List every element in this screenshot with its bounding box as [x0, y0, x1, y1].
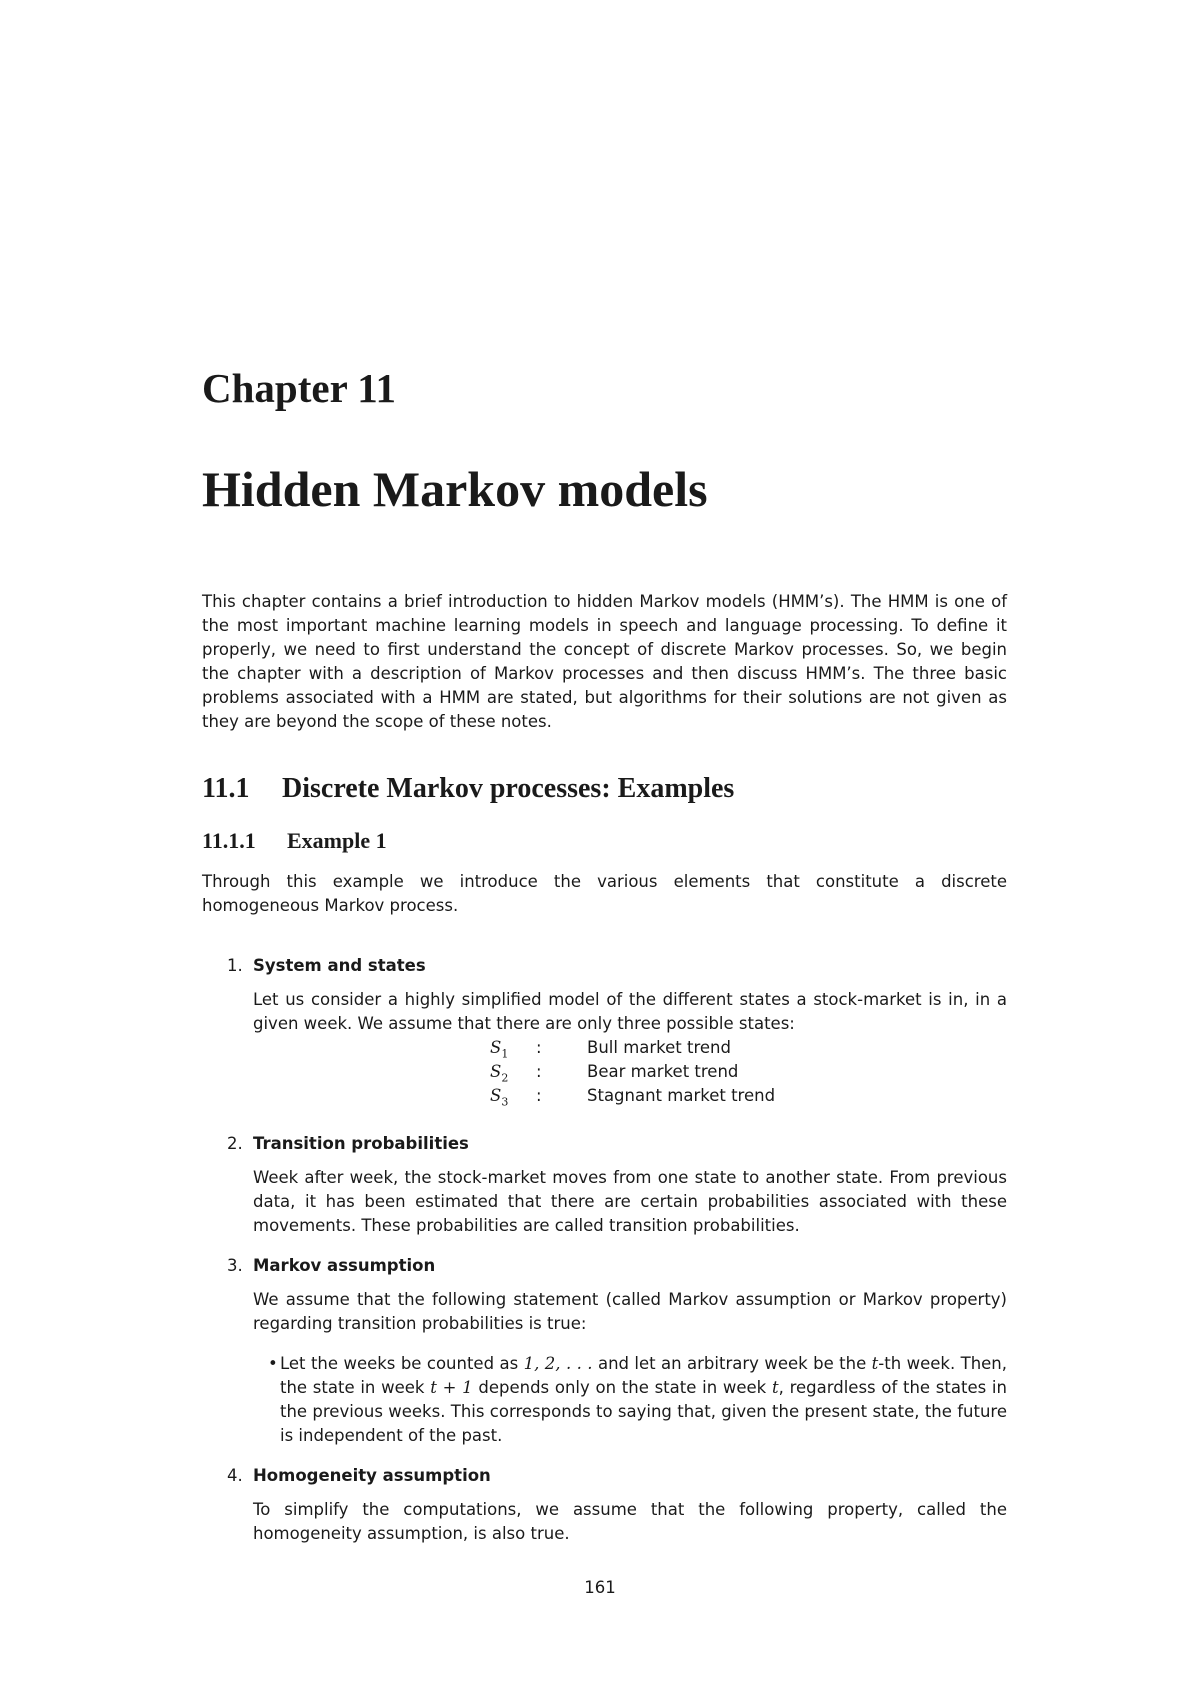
state-colon: :: [536, 1086, 542, 1105]
state-symbol: $S_2$: [490, 1062, 509, 1085]
list-item-number: 2.: [227, 1134, 243, 1153]
page-number: 161: [584, 1578, 616, 1597]
state-row: [490, 1084, 890, 1108]
state-symbol: $S_1$: [490, 1038, 509, 1061]
state-colon: :: [536, 1062, 542, 1081]
chapter-label: Chapter 11: [202, 365, 397, 411]
example-intro-block: [202, 870, 1007, 918]
state-description: Bull market trend: [587, 1038, 731, 1057]
state-row: [490, 1060, 890, 1084]
state-symbol: $S_3$: [490, 1086, 509, 1109]
intro-paragraph-block: [202, 590, 1007, 734]
subsection-heading: [202, 828, 387, 854]
section-heading: [202, 773, 734, 805]
list-item-title: Transition probabilities: [253, 1134, 469, 1153]
list-item-title: Markov assumption: [253, 1256, 436, 1275]
list-item-paragraph: Let us consider a highly simplified model of the different states a stock-market is in, in a given week. We assume that there are only three possible states:: [253, 990, 1007, 1033]
list-item-paragraph: To simplify the computations, we assume that the following property, called the homogeneity assumption, is also true.: [253, 1500, 1007, 1543]
list-item-number: 3.: [227, 1256, 243, 1275]
list-item-number: 1.: [227, 956, 243, 975]
bullet-dot: •: [268, 1354, 278, 1373]
list-item-number: 4.: [227, 1466, 243, 1485]
state-description: Stagnant market trend: [587, 1086, 776, 1105]
list-item-body: [253, 1288, 1007, 1336]
section-title: Discrete Markov processes: Examples: [282, 773, 735, 804]
state-row: [490, 1036, 890, 1060]
list-item-paragraph: We assume that the following statement (called Markov assumption or Markov property) regarding transition probabilities is true:: [253, 1290, 1007, 1333]
chapter-title: Hidden Markov models: [202, 461, 708, 517]
list-item-body: [253, 1166, 1007, 1238]
state-description: Bear market trend: [587, 1062, 739, 1081]
list-item-heading: [227, 956, 426, 975]
state-colon: :: [536, 1038, 542, 1057]
list-item-heading: [227, 1466, 491, 1485]
bullet-item: [268, 1352, 1008, 1448]
list-item-heading: [227, 1256, 435, 1275]
states-table: [490, 1036, 890, 1108]
list-item-paragraph: Week after week, the stock-market moves from one state to another state. From previous data, it has been estimated that there are certain probabilities associated with these movements. These probabilities are called transition probabilities.: [253, 1168, 1007, 1235]
subsection-number: 11.1.1: [202, 828, 256, 853]
subsection-title: Example 1: [287, 828, 387, 853]
list-item-body: [253, 988, 1007, 1036]
list-item-title: System and states: [253, 956, 426, 975]
bullet-paragraph: Let the weeks be counted as 1, 2, . . . and let an arbitrary week be the t-th week. Then, the state in week t + 1 depends only on the state in week t, regardless of the states in the previous weeks. This corresponds to saying that, given the present state, the future is independent of the past.: [280, 1354, 1008, 1445]
intro-paragraph: This chapter contains a brief introduction to hidden Markov models (HMM’s). The HMM is one of the most important machine learning models in speech and language processing. To define it properly, we need to first understand the concept of discrete Markov processes. So, we begin the chapter with a description of Markov processes and then discuss HMM’s. The three basic problems associated with a HMM are stated, but algorithms for their solutions are not given as they are beyond the scope of these notes.: [202, 592, 1007, 731]
list-item-body: [253, 1498, 1007, 1546]
example-intro-paragraph: Through this example we introduce the various elements that constitute a discrete homogeneous Markov process.: [202, 872, 1007, 915]
list-item-heading: [227, 1134, 469, 1153]
section-number: 11.1: [202, 773, 250, 804]
list-item-title: Homogeneity assumption: [253, 1466, 491, 1485]
